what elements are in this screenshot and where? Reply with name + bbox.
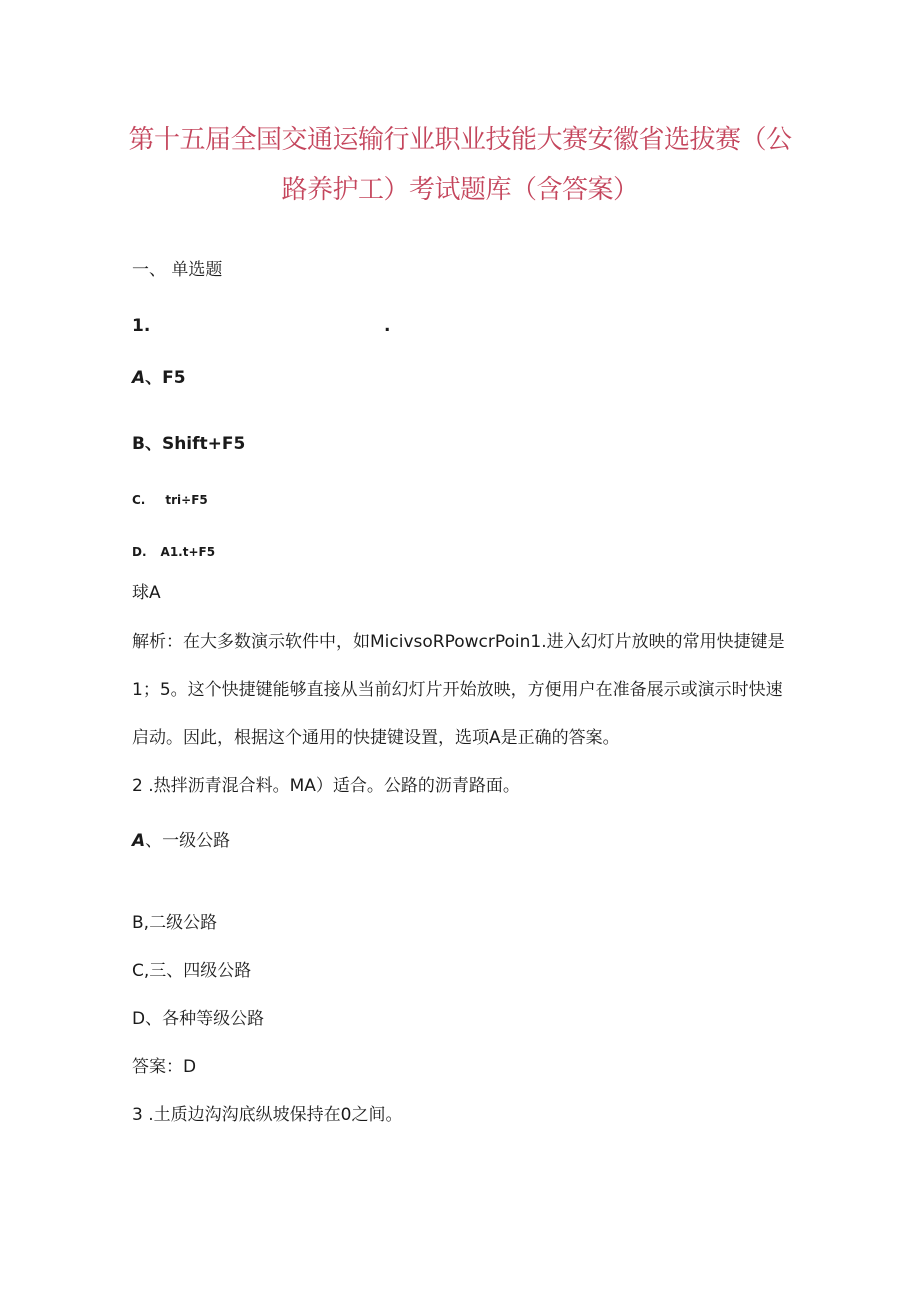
question-2-option-d: D、各种等级公路 — [132, 1009, 265, 1029]
question-1-number: 1. — [132, 316, 151, 336]
question-1-option-d — [132, 540, 215, 564]
question-3-stem: 3 .土质边沟沟底纵坡保持在0之间。 — [132, 1105, 403, 1125]
question-2-option-a — [132, 829, 230, 853]
option-c-letter: C. — [132, 493, 146, 507]
question-1-option-a — [132, 366, 186, 390]
question-1-analysis-line-1: 解析：在大多数演示软件中，如MicivsoRPowcrPoin1.进入幻灯片放映的常用快捷键是 — [132, 632, 785, 652]
option-c-text: tri÷F5 — [165, 493, 208, 507]
option-a-letter: A — [132, 368, 146, 388]
question-1-blank-dot: . — [384, 316, 391, 336]
question-2-option-c: C,三、四级公路 — [132, 961, 252, 981]
option-d-letter: D. — [132, 545, 147, 559]
option-a-letter: A — [132, 831, 146, 851]
question-1-answer: 球A — [132, 583, 161, 603]
section-heading: 一、 单选题 — [132, 260, 223, 280]
document-title-line-2: 路养护工）考试题库（含答案） — [281, 175, 639, 205]
question-1-analysis-line-2: 1；5。这个快捷键能够直接从当前幻灯片开始放映，方便用户在准备展示或演示时快速 — [132, 680, 783, 700]
question-1-option-b: B、Shift+F5 — [132, 434, 246, 454]
option-a-text: 、F5 — [145, 368, 186, 388]
question-1-option-c — [132, 488, 208, 512]
question-2-option-b: B,二级公路 — [132, 913, 218, 933]
question-2-answer: 答案：D — [132, 1057, 197, 1077]
question-2-stem: 2 .热拌沥青混合料。MA）适合。公路的沥青路面。 — [132, 776, 520, 796]
option-a-text: 、一级公路 — [145, 831, 231, 851]
document-title-line-1: 第十五届全国交通运输行业职业技能大赛安徽省选拔赛（公 — [128, 125, 792, 155]
option-d-text: A1.t+F5 — [160, 545, 216, 559]
question-1-analysis-line-3: 启动。因此，根据这个通用的快捷键设置，选项A是正确的答案。 — [132, 728, 620, 748]
